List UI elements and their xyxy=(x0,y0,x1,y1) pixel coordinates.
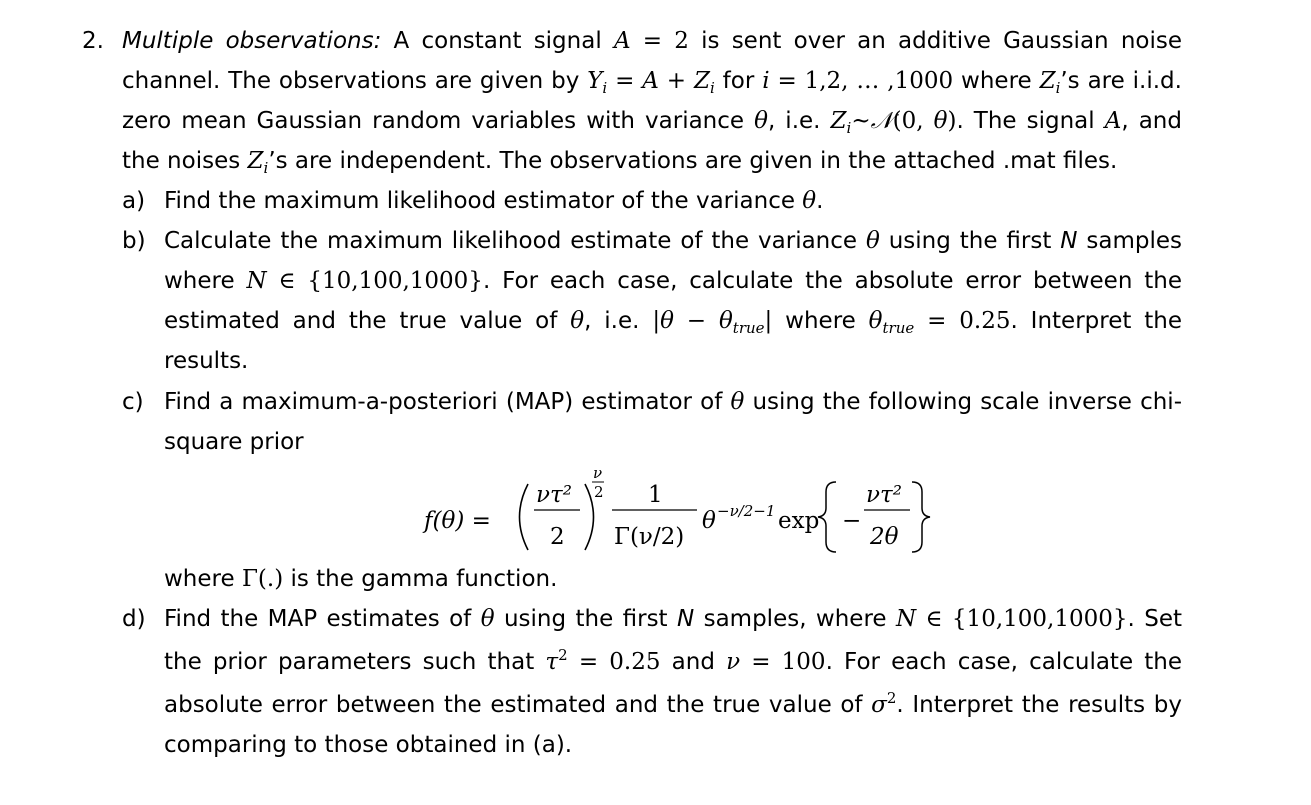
text-run: , i.e. xyxy=(584,308,653,334)
text-run: where xyxy=(164,566,242,592)
text-run: the prior parameters such that xyxy=(164,649,546,675)
part-d-line xyxy=(164,730,572,760)
text-run: where xyxy=(164,268,247,294)
text-run: where xyxy=(953,68,1040,94)
frac2-denominator: Γ(ν/2) xyxy=(614,524,685,550)
text-run: ’s are independent. The observations are given in the attached .mat files. xyxy=(268,148,1118,174)
text-run: is the gamma function. xyxy=(283,566,558,592)
outer-exponent-nu: ν xyxy=(593,464,603,482)
italic-text: N xyxy=(676,606,695,632)
theta-exponent: −ν/2−1 xyxy=(717,502,776,520)
left-brace xyxy=(818,482,836,552)
math-superscript: 2 xyxy=(558,646,568,664)
text-run: using the following scale inverse chi- xyxy=(744,389,1182,415)
math-text: + xyxy=(658,68,694,94)
math-text: ) xyxy=(947,108,957,134)
math-symbol: N xyxy=(895,606,917,632)
problem-number: 2. xyxy=(82,28,104,54)
problem-title: Multiple observations: xyxy=(122,28,382,54)
text-run: Calculate the maximum likelihood estimate of the variance xyxy=(164,228,866,254)
part-c-after xyxy=(164,564,557,594)
text-run: , i.e. xyxy=(767,108,831,134)
math-symbol: σ xyxy=(871,692,887,718)
frac3-denominator: 2θ xyxy=(870,524,899,550)
part-d-label: d) xyxy=(122,606,146,632)
text-run: comparing to those obtained in (a). xyxy=(164,732,573,758)
math-symbol: θ xyxy=(802,188,817,214)
part-d-line xyxy=(164,604,1182,634)
outer-exponent-two: 2 xyxy=(594,483,604,501)
formula-minus: − xyxy=(842,508,862,534)
math-text: ∈ {10,100,1000} xyxy=(266,268,483,294)
math-symbol: Z xyxy=(1039,68,1056,94)
math-symbol: θ xyxy=(570,308,585,334)
text-run: square prior xyxy=(164,429,304,455)
right-brace xyxy=(912,482,930,552)
math-text: = 0.25 xyxy=(914,308,1011,334)
math-text: ∈ {10,100,1000} xyxy=(916,606,1128,632)
math-symbol: τ xyxy=(545,649,559,675)
part-d-line xyxy=(164,690,1182,720)
math-text: | xyxy=(764,308,773,334)
math-text: ~ xyxy=(851,108,871,134)
math-text: = 1,2, … ,1000 xyxy=(769,68,954,94)
math-symbol: Y xyxy=(587,68,603,94)
math-symbol: θ xyxy=(933,108,948,134)
right-paren xyxy=(585,484,594,550)
text-run: Find a maximum-a-posteriori (MAP) estimator of xyxy=(164,389,731,415)
part-c-label: c) xyxy=(122,389,144,415)
exp-word: exp xyxy=(778,508,820,534)
math-subscript: i xyxy=(263,159,269,177)
text-run: channel. The observations are given by xyxy=(122,68,588,94)
frac2-numerator: 1 xyxy=(648,482,663,508)
text-run: Find the MAP estimates of xyxy=(164,606,481,632)
math-superscript: 2 xyxy=(886,689,897,707)
math-text: = xyxy=(607,68,643,94)
part-d-line xyxy=(164,647,1182,677)
math-symbol: θ xyxy=(718,308,733,334)
text-run: samples xyxy=(1077,228,1182,254)
frac1-denominator: 2 xyxy=(550,524,565,550)
italic-text: N xyxy=(1060,228,1078,254)
text-run: . Set xyxy=(1127,606,1182,632)
text-run: zero mean Gaussian random variables with variance xyxy=(122,108,755,134)
math-symbol: A xyxy=(613,28,631,54)
math-symbol: θ xyxy=(865,228,880,254)
math-text: | xyxy=(652,308,661,334)
text-run: is sent over an additive Gaussian noise xyxy=(688,28,1182,54)
text-run: A constant signal xyxy=(393,28,614,54)
text-run: using the first xyxy=(879,228,1061,254)
math-symbol: θ xyxy=(868,308,883,334)
text-run: . xyxy=(816,188,824,214)
text-run: , and xyxy=(1121,108,1182,134)
theta-base: θ xyxy=(702,508,716,534)
math-text: − xyxy=(673,308,719,334)
math-symbol: θ xyxy=(660,308,674,334)
math-symbol: Z xyxy=(830,108,847,134)
math-subscript: i xyxy=(709,79,715,97)
part-a-label: a) xyxy=(122,188,146,214)
math-symbol: θ xyxy=(730,389,745,415)
math-symbol: i xyxy=(762,68,770,94)
math-subscript: true xyxy=(882,319,915,337)
text-run: ’s are i.i.d. xyxy=(1060,68,1182,94)
math-symbol: A xyxy=(642,68,659,94)
formula-lhs: f(θ) = xyxy=(424,508,491,534)
math-subscript: i xyxy=(602,79,608,97)
math-symbol: 𝒩 xyxy=(870,108,893,134)
text-run: using the first xyxy=(494,606,677,632)
math-symbol: A xyxy=(1104,108,1122,134)
math-text: (0, xyxy=(892,108,934,134)
math-symbol: N xyxy=(246,268,267,294)
math-subscript: true xyxy=(732,319,765,337)
math-text: = 100 xyxy=(740,649,826,675)
text-run: for xyxy=(714,68,763,94)
text-run: . The signal xyxy=(956,108,1105,134)
math-text: = 2 xyxy=(630,28,689,54)
text-run: samples, where xyxy=(694,606,896,632)
text-run: . For each case, calculate the xyxy=(825,649,1182,675)
text-run: the noises xyxy=(122,148,248,174)
math-symbol: Z xyxy=(247,148,264,174)
math-text: Γ(.) xyxy=(241,566,284,592)
frac3-numerator: ντ² xyxy=(866,482,902,508)
text-run: and xyxy=(660,649,727,675)
math-subscript: i xyxy=(846,119,852,137)
text-run: absolute error between the estimated and the true value of xyxy=(164,692,872,718)
text-run: where xyxy=(772,308,869,334)
math-symbol: ν xyxy=(726,649,741,675)
text-run: . Interpret the results by xyxy=(896,692,1182,718)
math-symbol: θ xyxy=(754,108,768,134)
text-run: Find the maximum likelihood estimator of the variance xyxy=(164,188,803,214)
left-paren xyxy=(520,484,529,550)
part-b-label: b) xyxy=(122,228,146,254)
math-symbol: θ xyxy=(480,606,495,632)
math-text: = 0.25 xyxy=(567,649,661,675)
math-symbol: Z xyxy=(693,68,710,94)
math-subscript: i xyxy=(1055,79,1061,97)
text-run: . Interpret the xyxy=(1010,308,1182,334)
frac1-numerator: ντ² xyxy=(536,482,572,508)
text-run: . For each case, calculate the absolute error between the xyxy=(482,268,1182,294)
text-run: estimated and the true value of xyxy=(164,308,571,334)
text-run: results. xyxy=(164,348,249,374)
